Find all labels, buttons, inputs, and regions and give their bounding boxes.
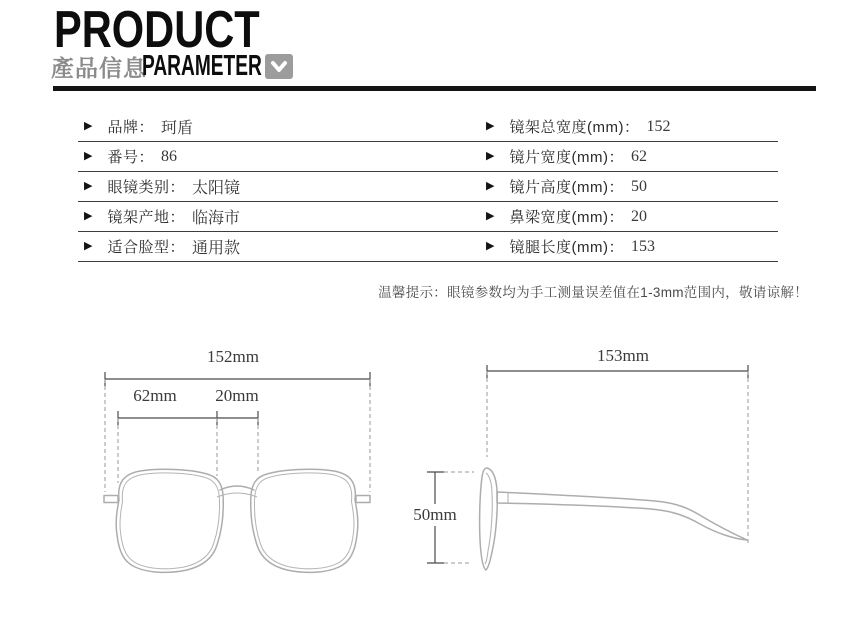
param-label: 眼镜类别：: [107, 179, 185, 196]
param-cell-glasses-type: [78, 175, 482, 198]
param-label: 番号：: [107, 149, 154, 166]
param-cell-brand: [78, 115, 482, 138]
triangle-bullet-icon: ▶: [84, 150, 93, 162]
measurement-notice: 温馨提示：眼镜参数均为手工测量误差值在1-3mm范围内，敬请谅解！: [378, 285, 808, 300]
param-label: 镜片高度(mm)：: [509, 179, 624, 196]
table-row: [78, 202, 778, 232]
param-cell-temple-length: [482, 236, 778, 257]
table-row: [78, 142, 778, 172]
temple-length-dimension-line: [487, 365, 748, 545]
param-value: 152: [646, 117, 671, 135]
param-label: 适合脸型：: [107, 239, 185, 256]
param-label: 镜片宽度(mm)：: [509, 149, 624, 166]
triangle-bullet-icon: ▶: [486, 180, 495, 192]
parameter-table: [78, 112, 778, 262]
triangle-bullet-icon: ▶: [486, 150, 495, 162]
param-cell-frame-origin: [78, 205, 482, 228]
front-view-diagram: [104, 347, 370, 572]
total-width-dimension-label: 152mm: [207, 347, 259, 366]
param-label: 鼻梁宽度(mm)：: [509, 209, 624, 226]
triangle-bullet-icon: ▶: [84, 120, 93, 132]
param-label: 镜架总宽度(mm)：: [509, 119, 640, 136]
table-row: [78, 172, 778, 202]
param-cell-lens-width: [482, 146, 778, 167]
param-cell-face-shape: [78, 235, 482, 258]
glasses-front-sketch: [104, 469, 370, 572]
param-cell-bridge-width: [482, 206, 778, 227]
param-cell-frame-total-width: [482, 116, 778, 137]
param-cell-model-number: [78, 146, 482, 167]
param-value: 62: [630, 147, 647, 165]
page-title: PRODUCT: [54, 1, 260, 59]
param-value: 20: [630, 207, 647, 225]
table-row: [78, 112, 778, 142]
param-cell-lens-height: [482, 176, 778, 197]
bridge-width-dimension-label: 20mm: [215, 386, 259, 405]
lens-height-dimension-label: 50mm: [413, 505, 457, 524]
glasses-dimension-diagram: [0, 335, 860, 617]
param-label: 品牌：: [107, 119, 154, 136]
param-value: 86: [160, 147, 177, 165]
triangle-bullet-icon: ▶: [486, 240, 495, 252]
param-label: 镜腿长度(mm)：: [509, 239, 624, 256]
page-subtitle: PARAMETER: [142, 50, 262, 82]
temple-length-dimension-label: 153mm: [597, 346, 649, 365]
param-value: 太阳镜: [191, 180, 240, 197]
param-value: 珂盾: [160, 120, 193, 137]
header-divider: [53, 86, 816, 91]
triangle-bullet-icon: ▶: [486, 120, 495, 132]
lens-width-dimension-label: 62mm: [133, 386, 177, 405]
side-view-diagram: [413, 346, 748, 570]
table-row: [78, 232, 778, 262]
param-value: 50: [630, 177, 647, 195]
lens-bridge-dimension-line: [118, 411, 258, 483]
chevron-down-icon: [265, 54, 293, 79]
triangle-bullet-icon: ▶: [84, 210, 93, 222]
page-title-chinese: 產品信息: [51, 55, 147, 81]
param-label: 镜架产地：: [107, 209, 185, 226]
param-value: 通用款: [191, 240, 240, 257]
glasses-side-sketch: [480, 468, 747, 570]
triangle-bullet-icon: ▶: [84, 240, 93, 252]
param-value: 153: [630, 237, 655, 255]
param-value: 临海市: [191, 210, 240, 227]
triangle-bullet-icon: ▶: [486, 210, 495, 222]
triangle-bullet-icon: ▶: [84, 180, 93, 192]
